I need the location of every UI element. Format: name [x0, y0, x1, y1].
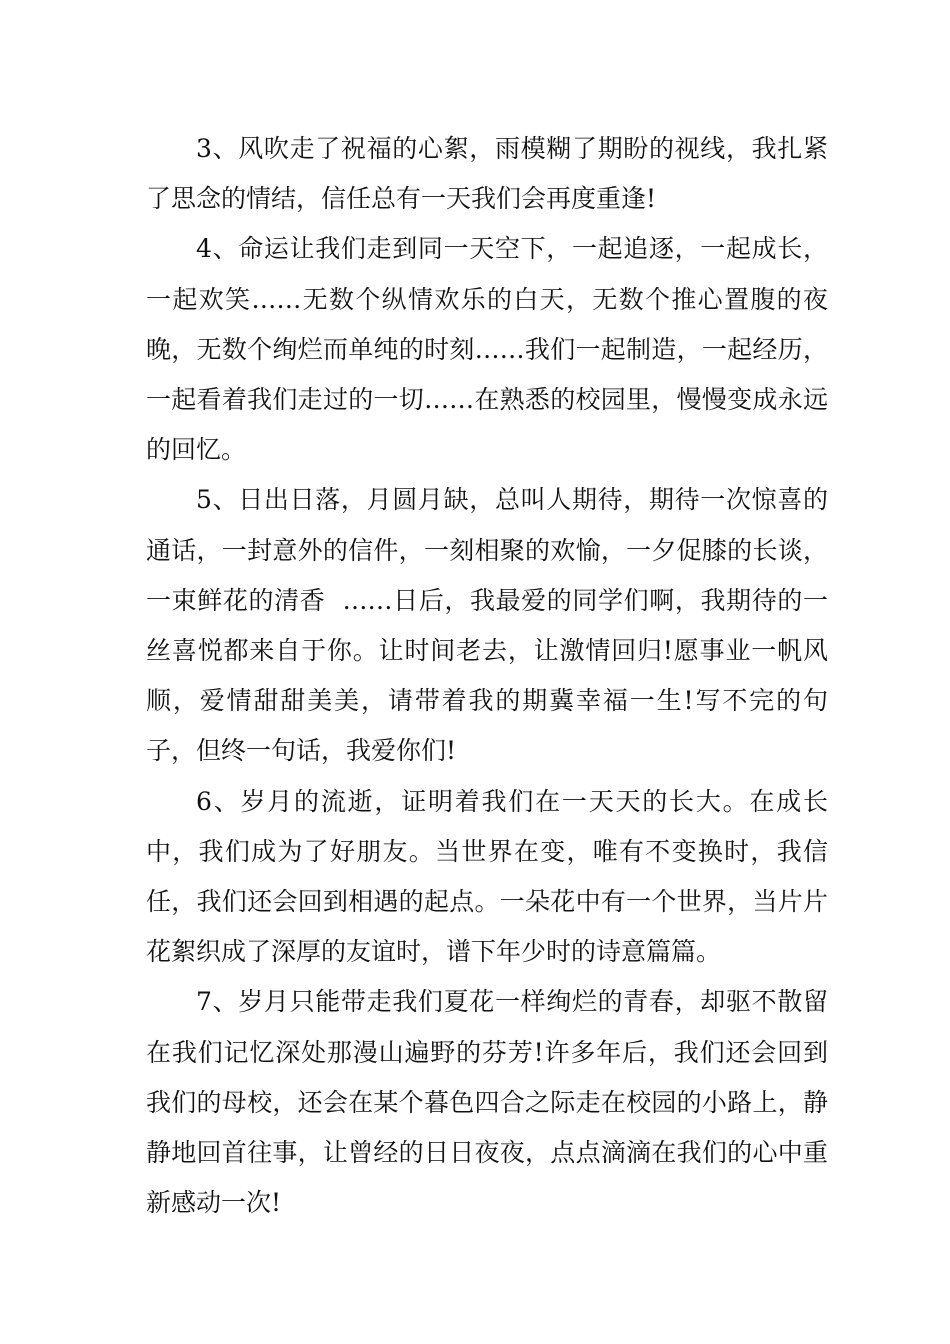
paragraph-3: 3、风吹走了祝福的心絮，雨模糊了期盼的视线，我扎紧了思念的情结，信任总有一天我们会再度重逢! [146, 134, 828, 214]
document-body [146, 124, 828, 1228]
paragraph-6: 6、岁月的流逝，证明着我们在一天天的长大。在成长中，我们成为了好朋友。当世界在变，唯有不变换时，我信任，我们还会回到相遇的起点。一朵花中有一个世界，当片片花絮织成了深厚的友谊时，谱下年少时的诗意篇篇。 [146, 786, 828, 967]
paragraph-5: 5、日出日落，月圆月缺，总叫人期待，期待一次惊喜的通话，一封意外的信件，一刻相聚的欢愉，一夕促膝的长谈，一束鲜花的清香 ……日后，我最爱的同学们啊，我期待的一丝喜悦都来自于你。让时间老去，让激情回归!愿事业一帆风顺，爱情甜甜美美，请带着我的期冀幸福一生!写不完的句子，但终一句话，我爱你们! [146, 485, 828, 766]
paragraph-4: 4、命运让我们走到同一天空下，一起追逐，一起成长，一起欢笑……无数个纵情欢乐的白天，无数个推心置腹的夜晚，无数个绚烂而单纯的时刻……我们一起制造，一起经历，一起看着我们走过的一切……在熟悉的校园里，慢慢变成永远的回忆。 [146, 234, 828, 465]
paragraph-7: 7、岁月只能带走我们夏花一样绚烂的青春，却驱不散留在我们记忆深处那漫山遍野的芬芳!许多年后，我们还会回到我们的母校，还会在某个暮色四合之际走在校园的小路上，静静地回首往事，让曾经的日日夜夜，点点滴滴在我们的心中重新感动一次! [146, 987, 828, 1218]
